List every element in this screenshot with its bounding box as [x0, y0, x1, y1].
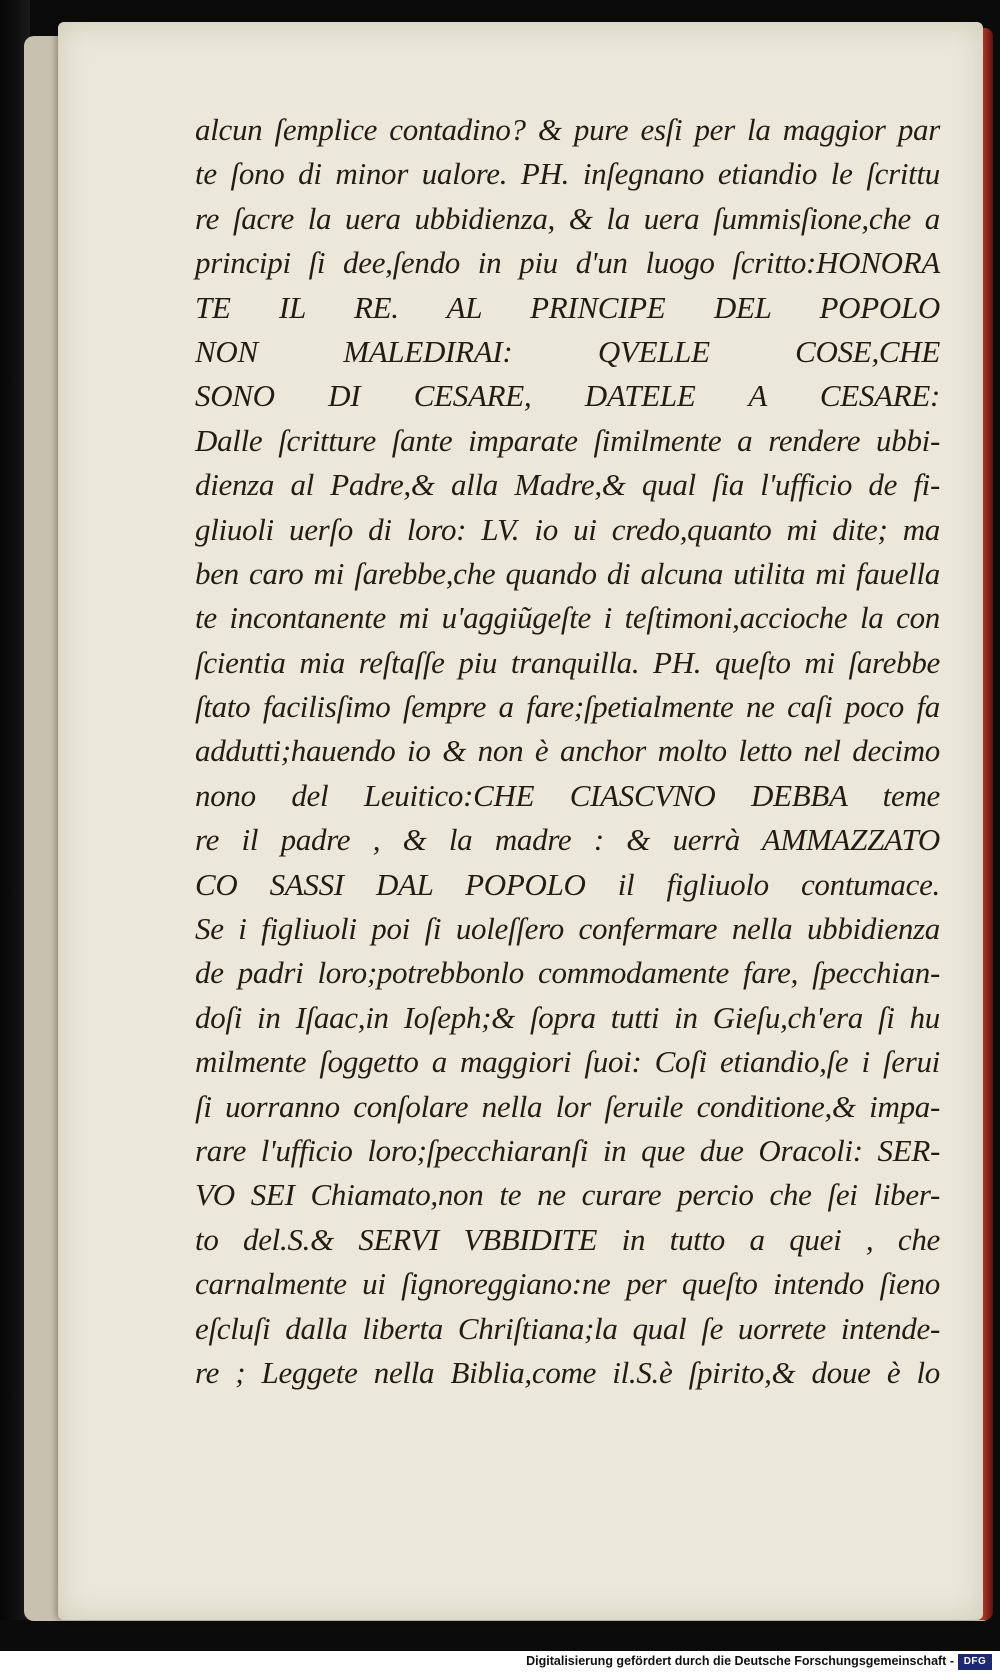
- text-line: Se i figliuoli poi ſi uoleſſero confermare nella ubbidienza: [195, 911, 940, 947]
- text-line: principi ſi dee,ſendo in piu d'un luogo ſcritto:HONORA: [195, 245, 940, 281]
- text-line: carnalmente ui ſignoreggiano:ne per queſto intendo ſieno: [195, 1266, 940, 1302]
- text-line: rare l'ufficio loro;ſpecchiaranſi in que due Oracoli: SER-: [195, 1132, 940, 1168]
- text-line: dienza al Padre,& alla Madre,& qual ſia l'ufficio de fi-: [195, 467, 940, 503]
- text-line: nono del Leuitico:CHE CIASCVNO DEBBA teme: [195, 777, 940, 813]
- text-line: NON MALEDIRAI: QVELLE COSE,CHE: [195, 333, 940, 369]
- page-text-block: [195, 108, 940, 1395]
- text-line: milmente ſoggetto a maggiori ſuoi: Coſi etiandio,ſe i ſerui: [195, 1044, 940, 1080]
- digitization-credit: Digitalisierung gefördert durch die Deutsche Forschungsgemeinschaft -: [526, 1654, 954, 1668]
- text-line: CO SASSI DAL POPOLO il figliuolo contumace.: [195, 866, 940, 902]
- text-line: re ; Leggete nella Biblia,come il.S.è ſpirito,& doue è lo: [195, 1354, 940, 1390]
- text-line: ben caro mi ſarebbe,che quando di alcuna utilita mi fauella: [195, 555, 940, 591]
- text-line: doſi in Iſaac,in Ioſeph;& ſopra tutti in Gieſu,ch'era ſi hu: [195, 999, 940, 1035]
- text-line: re ſacre la uera ubbidienza, & la uera ſummisſione,che a: [195, 200, 940, 236]
- text-line: gliuoli uerſo di loro: LV. io ui credo,quanto mi dite; ma: [195, 511, 940, 547]
- dfg-logo: DFG: [958, 1654, 992, 1670]
- text-line: VO SEI Chiamato,non te ne curare percio che ſei liber-: [195, 1177, 940, 1213]
- text-line: de padri loro;potrebbonlo commodamente fare, ſpecchian-: [195, 955, 940, 991]
- text-line: TE IL RE. AL PRINCIPE DEL POPOLO: [195, 289, 940, 325]
- text-line: te ſono di minor ualore. PH. inſegnano etiandio le ſcrittu: [195, 156, 940, 192]
- text-line: addutti;hauendo io & non è anchor molto letto nel decimo: [195, 733, 940, 769]
- text-line: ſi uorranno conſolare nella lor ſeruile conditione,& impa-: [195, 1088, 940, 1124]
- text-line: eſcluſi dalla liberta Chriſtiana;la qual ſe uorrete intende-: [195, 1310, 940, 1346]
- text-line: re il padre , & la madre : & uerrà AMMAZZATO: [195, 822, 940, 858]
- text-line: SONO DI CESARE, DATELE A CESARE:: [195, 378, 940, 414]
- text-line: ſcientia mia reſtaſſe piu tranquilla. PH. queſto mi ſarebbe: [195, 644, 940, 680]
- text-line: Dalle ſcritture ſante imparate ſimilmente a rendere ubbi-: [195, 422, 940, 458]
- text-line: alcun ſemplice contadino? & pure esſi per la maggior par: [195, 112, 940, 147]
- text-line: te incontanente mi u'aggiũgeſte i teſtimoni,accioche la con: [195, 600, 940, 636]
- text-line: to del.S.& SERVI VBBIDITE in tutto a quei , che: [195, 1221, 940, 1257]
- text-line: ſtato facilisſimo ſempre a fare;ſpetialmente ne caſi poco fa: [195, 689, 940, 725]
